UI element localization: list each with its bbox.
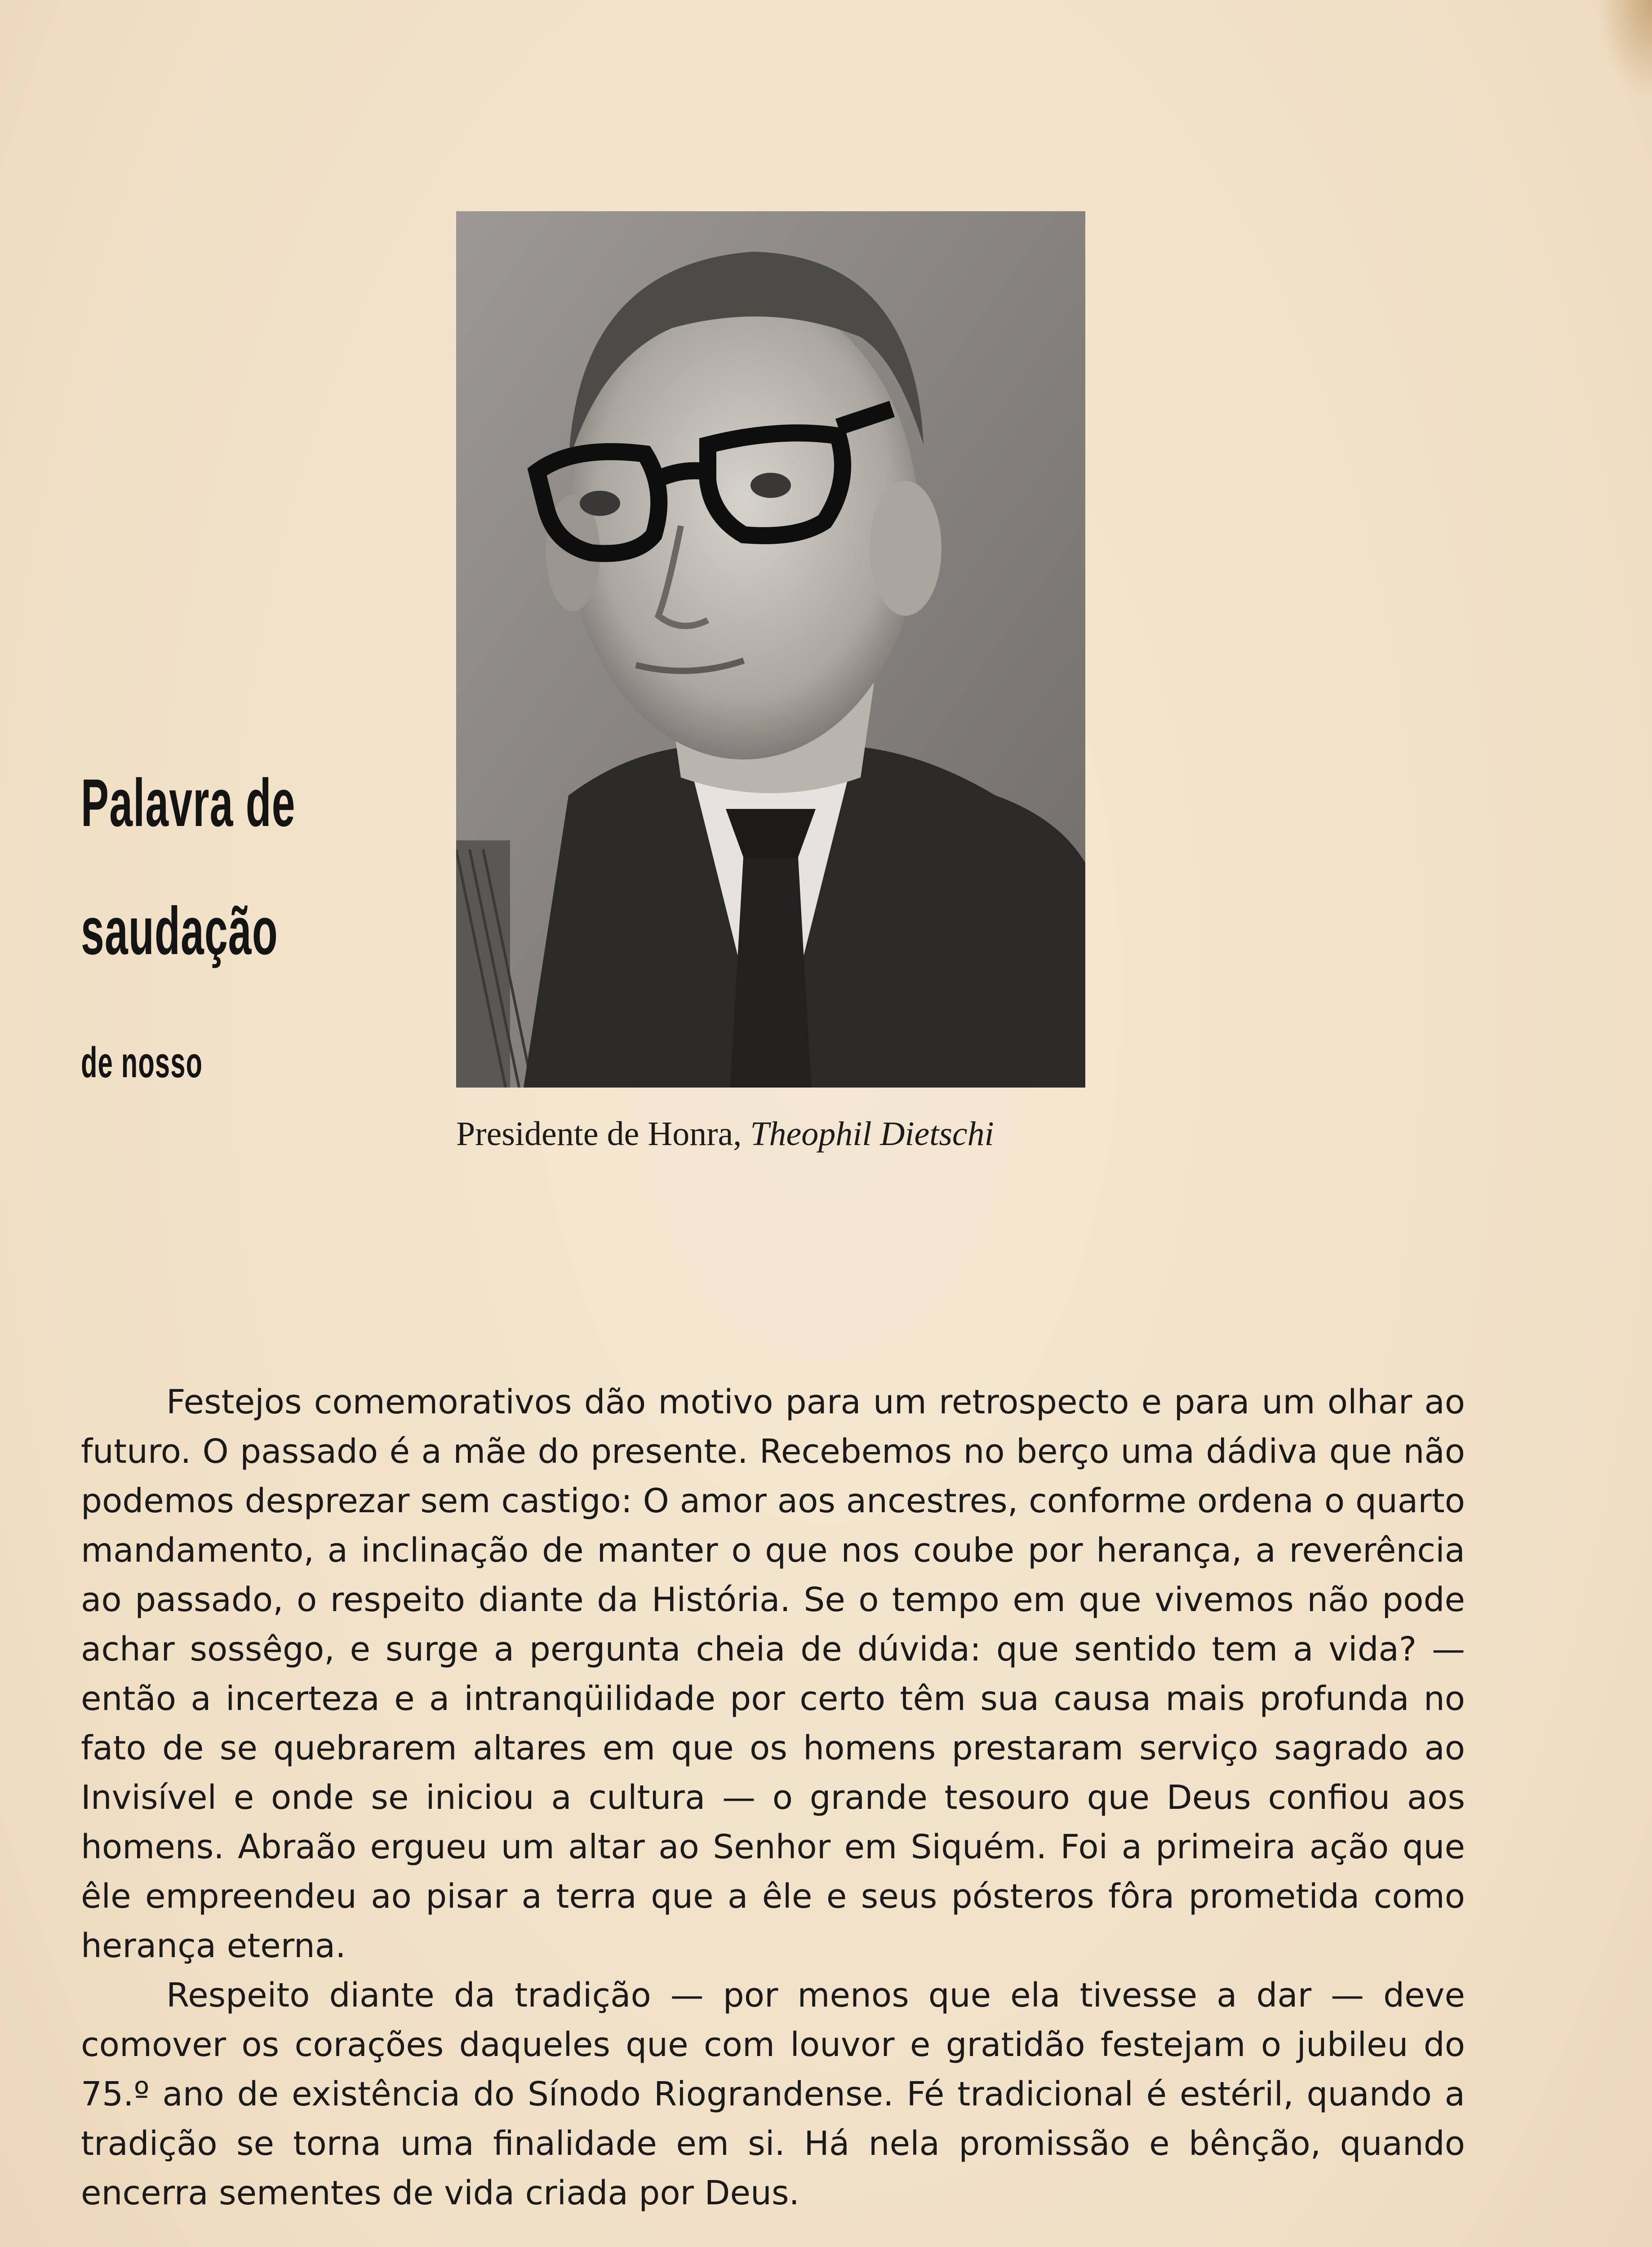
- caption-name: Theophil Dietschi: [750, 1115, 994, 1153]
- photo-caption: [456, 1115, 1085, 1154]
- caption-prefix: Presidente de Honra,: [456, 1115, 751, 1153]
- paragraph: Respeito diante da tradição — por menos que ela tivesse a dar — deve comover os corações daqueles que com louvor e gratidão festejam o jubileu do 75.º ano de existência do Sínodo Riograndense. Fé tradicional é estéril, quando a tradição se torna uma finalidade em si. Há nela promissão e bênção, quando encerra sementes de vida criada por Deus.: [81, 1976, 1465, 2212]
- portrait-photo: [456, 211, 1085, 1088]
- heading-line-3: de nosso: [81, 1039, 203, 1087]
- heading-line-2: saudação: [81, 893, 278, 968]
- paragraph: Festejos comemorativos dão motivo para um retrospecto e para um olhar ao futuro. O passado é a mãe do presente. Recebemos no berço uma dádiva que não podemos desprezar sem castigo: O amor aos ancestres, conforme ordena o quarto mandamento, a inclinação de manter o que nos coube por herança, a reverência ao passado, o respeito diante da História. Se o tempo em que vivemos não pode achar sossêgo, e surge a pergunta cheia de dúvida: que sentido tem a vida? — então a incerteza e a intranqüilidade por certo têm sua causa mais profunda no fato de se quebrarem altares em que os homens prestaram serviço sagrado ao Invisível e onde se iniciou a cultura — o grande tesouro que Deus confiou aos homens. Abraão ergueu um altar ao Senhor em Siquém. Foi a primeira ação que êle empreendeu ao pisar a terra que a êle e seus pósteros fôra prometida como herança eterna.: [81, 1383, 1465, 1965]
- body-text: [81, 1377, 1465, 2218]
- portrait-illustration: [456, 211, 1085, 1088]
- paper-stain: [1598, 0, 1652, 99]
- heading-line-1: Palavra de: [81, 765, 296, 840]
